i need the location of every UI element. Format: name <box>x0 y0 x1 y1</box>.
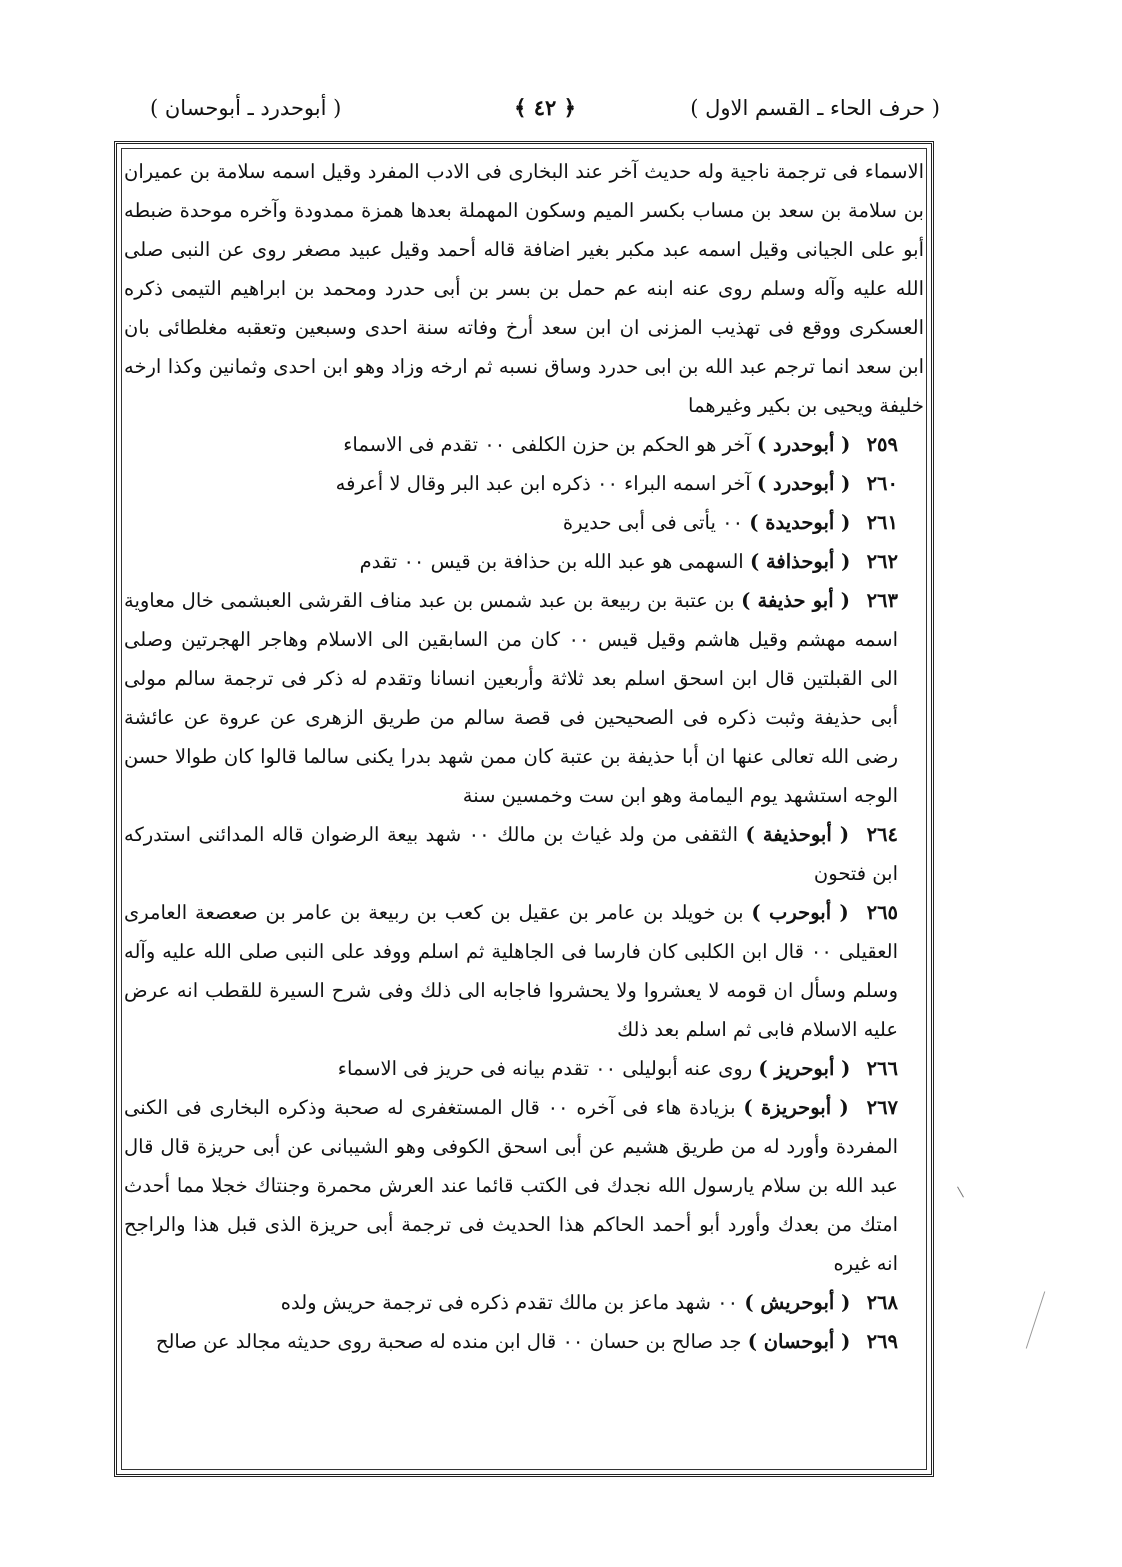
entry-text: الثقفى من ولد غياث بن مالك ٠٠ شهد بيعة الرضوان قاله المدائنى استدركه ابن فتحون <box>124 823 898 885</box>
entry-text: ٠٠ يأتى فى أبى حديرة <box>562 511 744 534</box>
entry-number: ٢٥٩ <box>866 433 898 456</box>
entry-text: آخر اسمه البراء ٠٠ ذكره ابن عبد البر وقال لا أعرفه <box>335 472 751 495</box>
entry-269 <box>124 1322 924 1361</box>
entry-range: ( أبوحدرد ـ أبوحسان ) <box>150 96 342 120</box>
entry-number: ٢٦٤ <box>866 823 898 846</box>
entry-260 <box>124 464 924 503</box>
entry-261 <box>124 503 924 542</box>
entry-name: ( أبوحريز ) <box>758 1057 851 1080</box>
entry-text: بن عتبة بن ربيعة بن عبد شمس بن عبد مناف القرشى العبشمى خال معاوية اسمه مهشم وقيل هاشم وقيل قيس ٠٠ كان من السابقين الى الاسلام وهاجر الهجرتين وصلى الى القبلتين قال ابن اسحق اسلم بعد ثلاثة وأربعين انسانا وتقدم له ذكر فى ترجمة سالم مولى أبى حذيفة وثبت ذكره فى الصحيحين فى قصة سالم من طريق الزهرى عن عروة عن عائشة رضى الله تعالى عنها ان أبا حذيفة بن عتبة كان ممن شهد بدرا يكنى سالما قالوا كان طوالا حسن الوجه استشهد يوم اليمامة وهو ابن ست وخمسين سنة <box>124 589 899 807</box>
entry-number: ٢٦٨ <box>866 1291 898 1314</box>
page-header <box>150 88 940 132</box>
entry-265 <box>124 893 924 1049</box>
entry-number: ٢٦٥ <box>866 901 899 924</box>
intro-paragraph: الاسماء فى ترجمة ناجية وله حديث آخر عند البخارى فى الادب المفرد وقيل اسمه سلامة بن عميران بن سلامة بن سعد بن مساب بكسر الميم وسكون المهملة بعدها همزة ممدودة وآخره موحدة ضبطه أبو على الجيانى وقيل اسمه عبد مكبر بغير اضافة قاله أحمد وقيل عبيد مصغر روى عن النبى صلى الله عليه وآله وسلم روى عنه ابنه عم حمل بن بسر بن أبى حدرد ومحمد بن ابراهيم التيمى ذكره العسكرى ووقع فى تهذيب المزنى ان ابن سعد أرخ وفاته سنة احدى وسبعين وتعقبه مغلطائى بان ابن سعد انما ترجم عبد الله بن ابى حدرد وساق نسبه ثم ارخه وزاد وهو ابن احدى وثمانين وكذا ارخه خليفة ويحيى بن بكير وغيرهما <box>124 160 924 417</box>
entry-name: ( أبو حذيفة ) <box>741 589 851 612</box>
entry-name: ( أبوحذيفة ) <box>745 823 850 846</box>
entry-text: ٠٠ شهد ماعز بن مالك تقدم ذكره فى ترجمة حريش ولده <box>280 1291 739 1314</box>
entry-name: ( أبوحريزة ) <box>743 1096 849 1119</box>
entry-text: روى عنه أبوليلى ٠٠ تقدم بيانه فى حريز فى الاسماء <box>337 1057 753 1080</box>
entry-259 <box>124 425 924 464</box>
pencil-mark <box>1026 1291 1045 1348</box>
entry-number: ٢٦٧ <box>866 1096 899 1119</box>
entry-264 <box>124 815 924 893</box>
entry-268 <box>124 1283 924 1322</box>
entry-name: ( أبوحدرد ) <box>757 472 851 495</box>
entry-name: ( أبوحريش ) <box>744 1291 851 1314</box>
entry-263 <box>124 581 924 815</box>
entry-text: بن خويلد بن عامر بن عقيل بن كعب بن ربيعة بن عامر بن صعصعة العامرى العقيلى ٠٠ قال ابن الكلبى كان فارسا فى الجاهلية ثم اسلم ووفد على النبى صلى الله عليه وآله وسلم وسأل ان قومه لا يعشروا ولا يحشروا فاجابه الى ذلك وفى شرح السيرة للقطب انه عرض عليه الاسلام فابى ثم اسلم بعد ذلك <box>124 901 898 1041</box>
entry-262 <box>124 542 924 581</box>
entry-text: آخر هو الحكم بن حزن الكلفى ٠٠ تقدم فى الاسماء <box>343 433 751 456</box>
entry-text: جد صالح بن حسان ٠٠ قال ابن منده له صحبة روى حديثه مجالد عن صالح <box>155 1330 742 1353</box>
entry-267 <box>124 1088 924 1283</box>
entry-number: ٢٦١ <box>866 511 898 534</box>
page-body <box>124 152 924 1361</box>
page-number: ﴿ ٤٢ ﴾ <box>514 95 576 120</box>
entry-number: ٢٦٠ <box>866 472 898 495</box>
entry-name: ( أبوحسان ) <box>747 1330 851 1353</box>
entry-name: ( أبوحدرد ) <box>757 433 851 456</box>
entry-number: ٢٦٢ <box>866 550 898 573</box>
pencil-tick <box>957 1187 964 1198</box>
section-title: ( حرف الحاء ـ القسم الاول ) <box>690 96 940 120</box>
entry-number: ٢٦٩ <box>866 1330 898 1353</box>
entry-name: ( أبوحديدة ) <box>749 511 851 534</box>
entry-text: بزيادة هاء فى آخره ٠٠ قال المستغفرى له صحبة وذكره البخارى فى الكنى المفردة وأورد له من طريق هشيم عن أبى اسحق الكوفى وهو الشيبانى عن أبى حريزة قال قال عبد الله بن سلام يارسول الله نجدك فى الكتب قائما عند العرش محمرة وجنتاك خجلا مما أحدث امتك من بعدك وأورد أبو أحمد الحاكم هذا الحديث فى ترجمة أبى حريزة الذى قبل هذا والراجح انه غيره <box>124 1096 898 1275</box>
entry-number: ٢٦٦ <box>866 1057 898 1080</box>
entry-name: ( أبوحذافة ) <box>749 550 851 573</box>
entry-name: ( أبوحرب ) <box>751 901 849 924</box>
entry-number: ٢٦٣ <box>866 589 898 612</box>
entry-text: السهمى هو عبد الله بن حذافة بن قيس ٠٠ تقدم <box>359 550 744 573</box>
entry-266 <box>124 1049 924 1088</box>
